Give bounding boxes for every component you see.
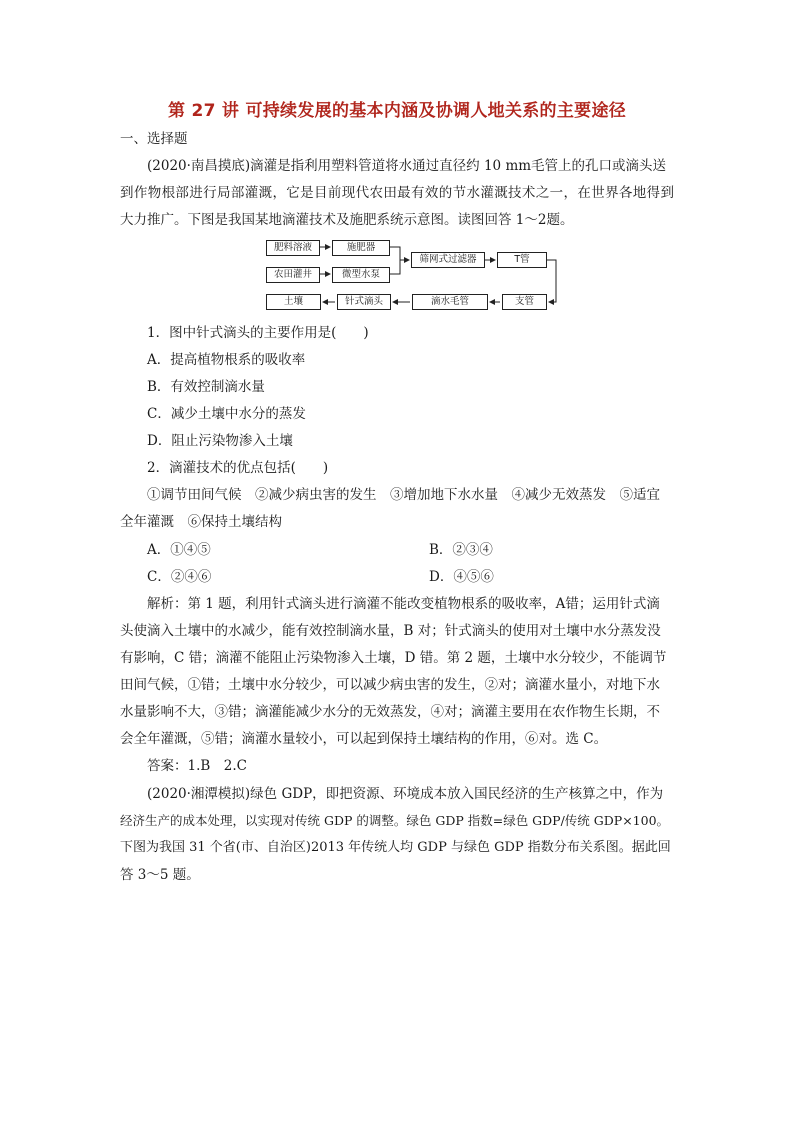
intro-paragraph-2-line-1: (2020·湘潭模拟)绿色 GDP，即把资源、环境成本放入国民经济的生产核算之中，作为 — [147, 786, 664, 802]
analysis-line-2: 头使滴入土壤中的水减少，能有效控制滴水量，B 对；针式滴头的使用对土壤中水分蒸发没 — [120, 623, 661, 639]
analysis-line-1: 解析：第 1 题，利用针式滴头进行滴灌不能改变植物根系的吸收率，A错；运用针式滴 — [147, 596, 660, 612]
intro-paragraph-1-line-3: 大力推广。下图是我国某地滴灌技术及施肥系统示意图。读图回答 1～2题。 — [120, 212, 574, 228]
analysis-line-6: 会全年灌溉，⑤错；滴灌水量较小，可以起到保持土壤结构的作用，⑥对。选 C。 — [120, 731, 608, 747]
box-screen-filter: 筛网式过滤器 — [411, 252, 485, 268]
analysis-line-3: 有影响，C 错；滴灌不能阻止污染物渗入土壤，D 错。第 2 题，土壤中水分较少，不能调节 — [120, 650, 667, 666]
question-1-option-b: B．有效控制滴水量 — [147, 379, 265, 395]
question-2-option-b: B．②③④ — [429, 542, 493, 558]
question-1-stem: 1．图中针式滴头的主要作用是( ) — [147, 325, 369, 341]
box-needle-dripper: 针式滴头 — [337, 294, 391, 310]
question-1-option-d: D．阻止污染物渗入土壤 — [147, 433, 293, 449]
question-1-option-c: C．减少土壤中水分的蒸发 — [147, 406, 306, 422]
question-2-items-line-1: ①调节田间气候 ②减少病虫害的发生 ③增加地下水水量 ④减少无效蒸发 ⑤适宜 — [147, 487, 660, 503]
question-2-option-c: C．②④⑥ — [147, 569, 212, 585]
analysis-line-4: 田间气候，①错；土壤中水分较少，可以减少病虫害的发生，②对；滴灌水量小，对地下水 — [120, 677, 660, 693]
question-1-option-a: A．提高植物根系的吸收率 — [147, 352, 306, 368]
box-t-pipe: T管 — [497, 252, 547, 268]
box-farm-well: 农田灌井 — [266, 267, 320, 283]
box-fertilizer-solution: 肥料溶液 — [266, 240, 320, 256]
intro-paragraph-2-line-2: 经济生产的成本处理，以实现对传统 GDP 的调整。绿色 GDP 指数=绿色 GDP/传统 GDP×100。 — [120, 813, 670, 828]
box-branch-pipe: 支管 — [502, 294, 547, 310]
section-heading: 一、选择题 — [120, 131, 188, 147]
question-2-option-a: A．①④⑤ — [147, 542, 211, 558]
intro-paragraph-2-line-3: 下图为我国 31 个省(市、自治区)2013 年传统人均 GDP 与绿色 GDP 指数分布关系图。据此回 — [120, 840, 671, 855]
question-2-items-line-2: 全年灌溉 ⑥保持土壤结构 — [120, 514, 282, 530]
answer-line: 答案：1.B 2.C — [147, 758, 248, 774]
question-2-stem: 2．滴灌技术的优点包括( ) — [147, 460, 329, 476]
box-fertilizer-applicator: 施肥器 — [332, 240, 390, 256]
intro-paragraph-1-line-2: 到作物根部进行局部灌溉，它是目前现代农田最有效的节水灌溉技术之一，在世界各地得到 — [120, 185, 674, 201]
page-title: 第 27 讲 可持续发展的基本内涵及协调人地关系的主要途径 — [167, 101, 627, 121]
analysis-line-5: 水量影响不大，③错；滴灌能减少水分的无效蒸发，④对；滴灌主要用在农作物生长期，不 — [120, 704, 660, 720]
box-drip-capillary: 滴水毛管 — [412, 294, 488, 310]
question-2-option-d: D．④⑤⑥ — [429, 569, 494, 585]
intro-paragraph-2-line-4: 答 3～5 题。 — [120, 867, 200, 883]
drip-irrigation-diagram — [260, 234, 560, 320]
box-micro-pump: 微型水泵 — [332, 267, 390, 283]
intro-paragraph-1-line-1: (2020·南昌摸底)滴灌是指利用塑料管道将水通过直径约 10 mm毛管上的孔口或滴头送 — [147, 158, 667, 174]
box-soil: 土壤 — [266, 294, 321, 310]
